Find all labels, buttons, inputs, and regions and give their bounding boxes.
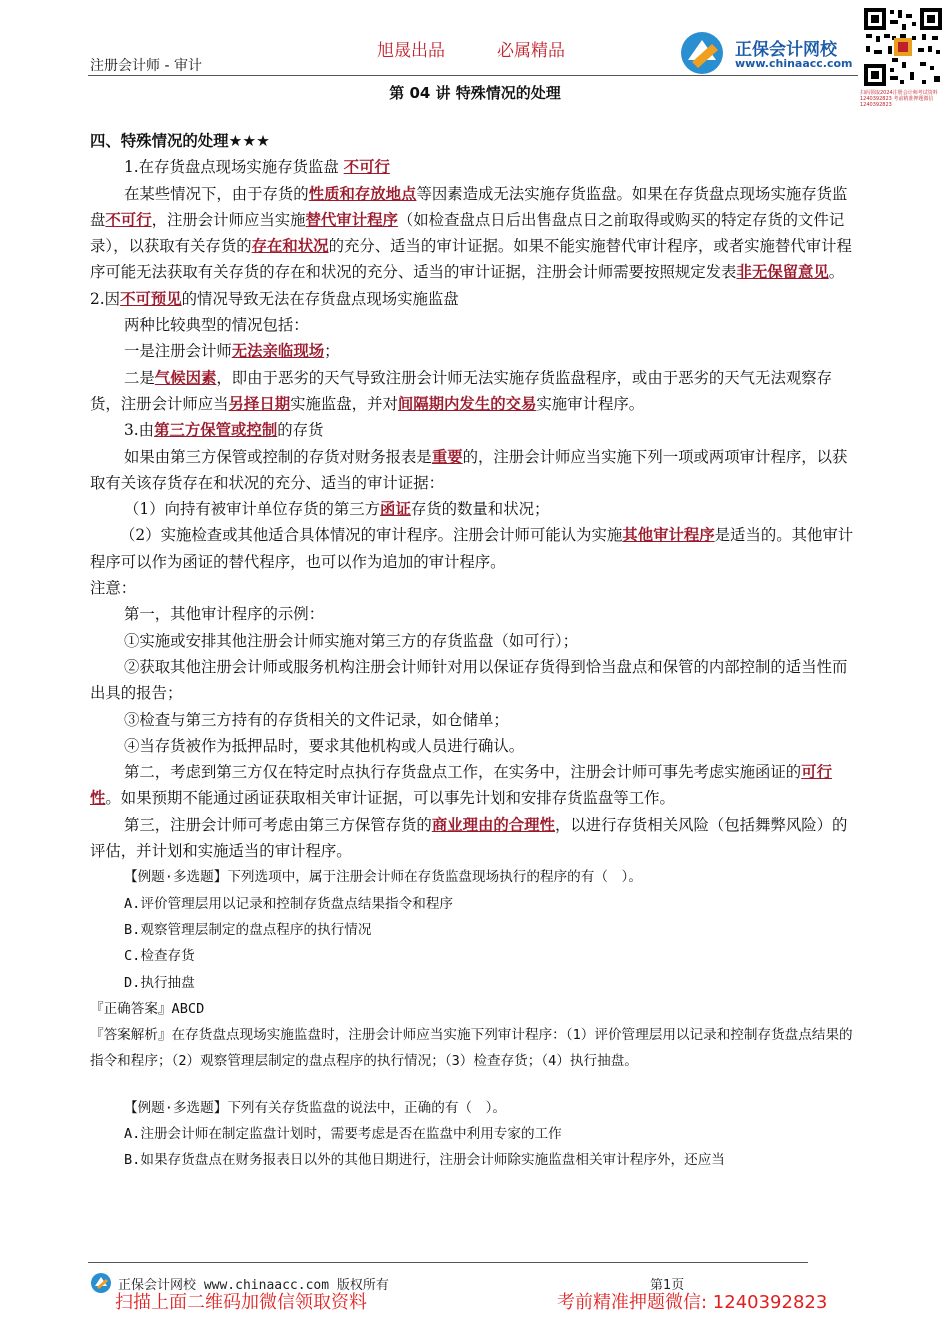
text: （1）向持有被审计单位存货的第三方 <box>124 500 381 519</box>
text: 的，注册会计师应当实施下列一项或两项审计程序，以获取有关该存货存在和状况的充分、适当的审计证据： <box>90 447 848 492</box>
promo-qr-text: 扫描上面二维码加微信领取资料 <box>115 1292 367 1313</box>
exercise-1-option: D.执行抽盘 <box>124 974 195 991</box>
footer-logo <box>90 1272 112 1294</box>
exercise-2-option: A.注册会计师在制定监盘计划时，需要考虑是否在监盘中利用专家的工作 <box>124 1125 562 1142</box>
paragraph-3 <box>90 444 862 497</box>
keyword: 不可行 <box>105 210 152 229</box>
text: 存货的数量和状况； <box>410 500 550 519</box>
slogan-right: 必属精品 <box>497 41 565 61</box>
text: 在某些情况下，由于存货的 <box>124 184 309 203</box>
text: 3.由 <box>124 421 155 440</box>
text: ； <box>324 342 340 361</box>
qr-code-icon <box>862 6 944 88</box>
keyword: 另择日期 <box>228 394 291 413</box>
brand-emblem-icon <box>90 1272 112 1294</box>
keyword: 气候因素 <box>154 368 217 387</box>
exercise-1-option: B.观察管理层制定的盘点程序的执行情况 <box>124 921 372 938</box>
brand-url: www.chinaacc.com <box>735 57 853 70</box>
text: 。 <box>828 263 845 282</box>
keyword: 性质和存放地点 <box>308 184 417 203</box>
text: ，注册会计师应当实施 <box>151 210 306 229</box>
procedure-2 <box>90 522 862 575</box>
qr-caption: 扫码领取2024注册会计师考试资料 1240392823 考前精准押题微信 1240392823 <box>860 90 938 108</box>
lesson-title: 第 04 讲 特殊情况的处理 <box>389 84 561 102</box>
case-2 <box>90 365 862 418</box>
exercise-2-option: B.如果存货盘点在财务报表日以外的其他日期进行，注册会计师除实施监盘相关审计程序外，还应当 <box>124 1152 725 1169</box>
section-heading: 四、特殊情况的处理★★★ <box>90 132 270 150</box>
brand-emblem-icon <box>678 30 730 76</box>
text: （如检查盘点日后出售盘点日之前取得或购买的特定存货的文件记录），以获取有关存货的 <box>90 210 845 256</box>
exercise-1-option: A.评价管理层用以记录和控制存货盘点结果指令和程序 <box>124 895 454 912</box>
item-2-heading <box>90 286 862 312</box>
text: 2.因 <box>90 289 121 308</box>
text: 实施审计程序。 <box>536 394 645 413</box>
case-1 <box>90 338 862 364</box>
second-point <box>90 759 862 812</box>
brand-name: 正保会计网校 <box>735 40 837 60</box>
keyword: 非无保留意见 <box>736 263 829 282</box>
third-point <box>90 812 862 865</box>
item-1-heading <box>90 154 862 180</box>
keyword: 重要 <box>431 447 463 466</box>
footer-copyright: 正保会计网校 www.chinaacc.com 版权所有 <box>118 1278 389 1293</box>
keyword: 存在和状况 <box>251 237 329 256</box>
text: 二是 <box>124 368 155 387</box>
exercise-1-question: 【例题·多选题】下列选项中，属于注册会计师在存货监盘现场执行的程序的有（ ）。 <box>124 869 642 886</box>
text: 等因素造成无法实施存货监盘。如果在存货盘点现场实施存货监盘 <box>90 184 848 229</box>
exercise-2-question: 【例题·多选题】下列有关存货监盘的说法中，正确的有（ ）。 <box>124 1099 507 1116</box>
example-item: ①实施或安排其他注册会计师实施对第三方的存货监盘（如可行）； <box>124 631 579 650</box>
spacer <box>90 1075 862 1095</box>
document-body <box>90 128 862 1174</box>
text: 如果由第三方保管或控制的存货对财务报表是 <box>124 447 432 466</box>
item-1-text: 1.在存货盘点现场实施存货监盘 <box>124 158 339 177</box>
procedure-1 <box>90 496 862 522</box>
keyword: 第三方保管或控制 <box>154 421 278 440</box>
text: ，即由于恶劣的天气导致注册会计师无法实施存货监盘程序，或由于恶劣的天气无法观察存货，注册会计师应当 <box>90 368 833 413</box>
keyword: 商业理由的合理性 <box>431 815 555 834</box>
example-item: ②获取其他注册会计师或服务机构注册会计师针对用以保证存货得到恰当盘点和保管的内部控制的适当性而出具的报告； <box>90 657 848 703</box>
course-title: 注册会计师 - 审计 <box>90 58 202 74</box>
footer-divider <box>88 1262 808 1263</box>
text: （2）实施检查或其他适合具体情况的审计程序。注册会计师可能认为实施 <box>120 526 623 545</box>
text: 是适当的。其他审计程序可以作为函证的替代程序，也可以作为追加的审计程序。 <box>90 526 854 571</box>
text: 一是注册会计师 <box>124 342 232 361</box>
text: 的充分、适当的审计证据。如果不能实施替代审计程序，或者实施替代审计程序可能无法获取有关存货的存在和状况的充分、适当的审计证据，注册会计师需要按照规定发表 <box>90 237 852 282</box>
exercise-1-answer: 『正确答案』ABCD <box>90 1000 205 1017</box>
text: 的存货 <box>277 421 324 440</box>
keyword: 不可行 <box>343 158 390 177</box>
header-divider <box>88 75 858 76</box>
keyword: 其他审计程序 <box>622 526 715 545</box>
first-point: 第一，其他审计程序的示例： <box>124 605 325 624</box>
page-number: 第1页 <box>650 1278 685 1293</box>
keyword: 函证 <box>380 500 411 519</box>
promo-wechat-text: 考前精准押题微信: 1240392823 <box>557 1292 828 1313</box>
two-cases-intro: 两种比较典型的情况包括： <box>124 316 309 335</box>
text: 第二，考虑到第三方仅在特定时点执行存货盘点工作，在实务中，注册会计师可事先考虑实施函证的 <box>124 763 802 782</box>
exercise-1-analysis: 『答案解析』在存货盘点现场实施监盘时，注册会计师应当实施下列审计程序：（1）评价管理层用以记录和控制存货盘点结果的指令和程序；（2）观察管理层制定的盘点程序的执行情况；（3）检查存货；（4）执行抽盘。 <box>90 1027 853 1070</box>
item-3-heading <box>90 417 862 443</box>
text: 实施监盘，并对 <box>290 394 398 413</box>
keyword: 替代审计程序 <box>305 210 398 229</box>
exercise-1-option: C.检查存货 <box>124 948 195 965</box>
paragraph-1 <box>90 181 862 286</box>
example-item: ④当存货被作为抵押品时，要求其他机构或人员进行确认。 <box>124 736 525 755</box>
text: ，以进行存货相关风险（包括舞弊风险）的评估，并计划和实施适当的审计程序。 <box>90 815 848 861</box>
text: 第三，注册会计师可考虑由第三方保管存货的 <box>124 815 432 834</box>
keyword: 间隔期内发生的交易 <box>397 394 537 413</box>
qr-code <box>862 6 944 88</box>
text: 。如果预期不能通过函证获取相关审计证据，可以事先计划和安排存货监盘等工作。 <box>105 789 675 808</box>
note-label: 注意： <box>90 579 137 598</box>
example-item: ③检查与第三方持有的存货相关的文件记录，如仓储单； <box>124 710 509 729</box>
text: 的情况导致无法在存货盘点现场实施监盘 <box>181 289 459 308</box>
keyword: 可行性 <box>90 763 832 808</box>
slogan-left: 旭晟出品 <box>377 41 445 61</box>
keyword: 不可预见 <box>120 289 182 308</box>
keyword: 无法亲临现场 <box>231 342 325 361</box>
